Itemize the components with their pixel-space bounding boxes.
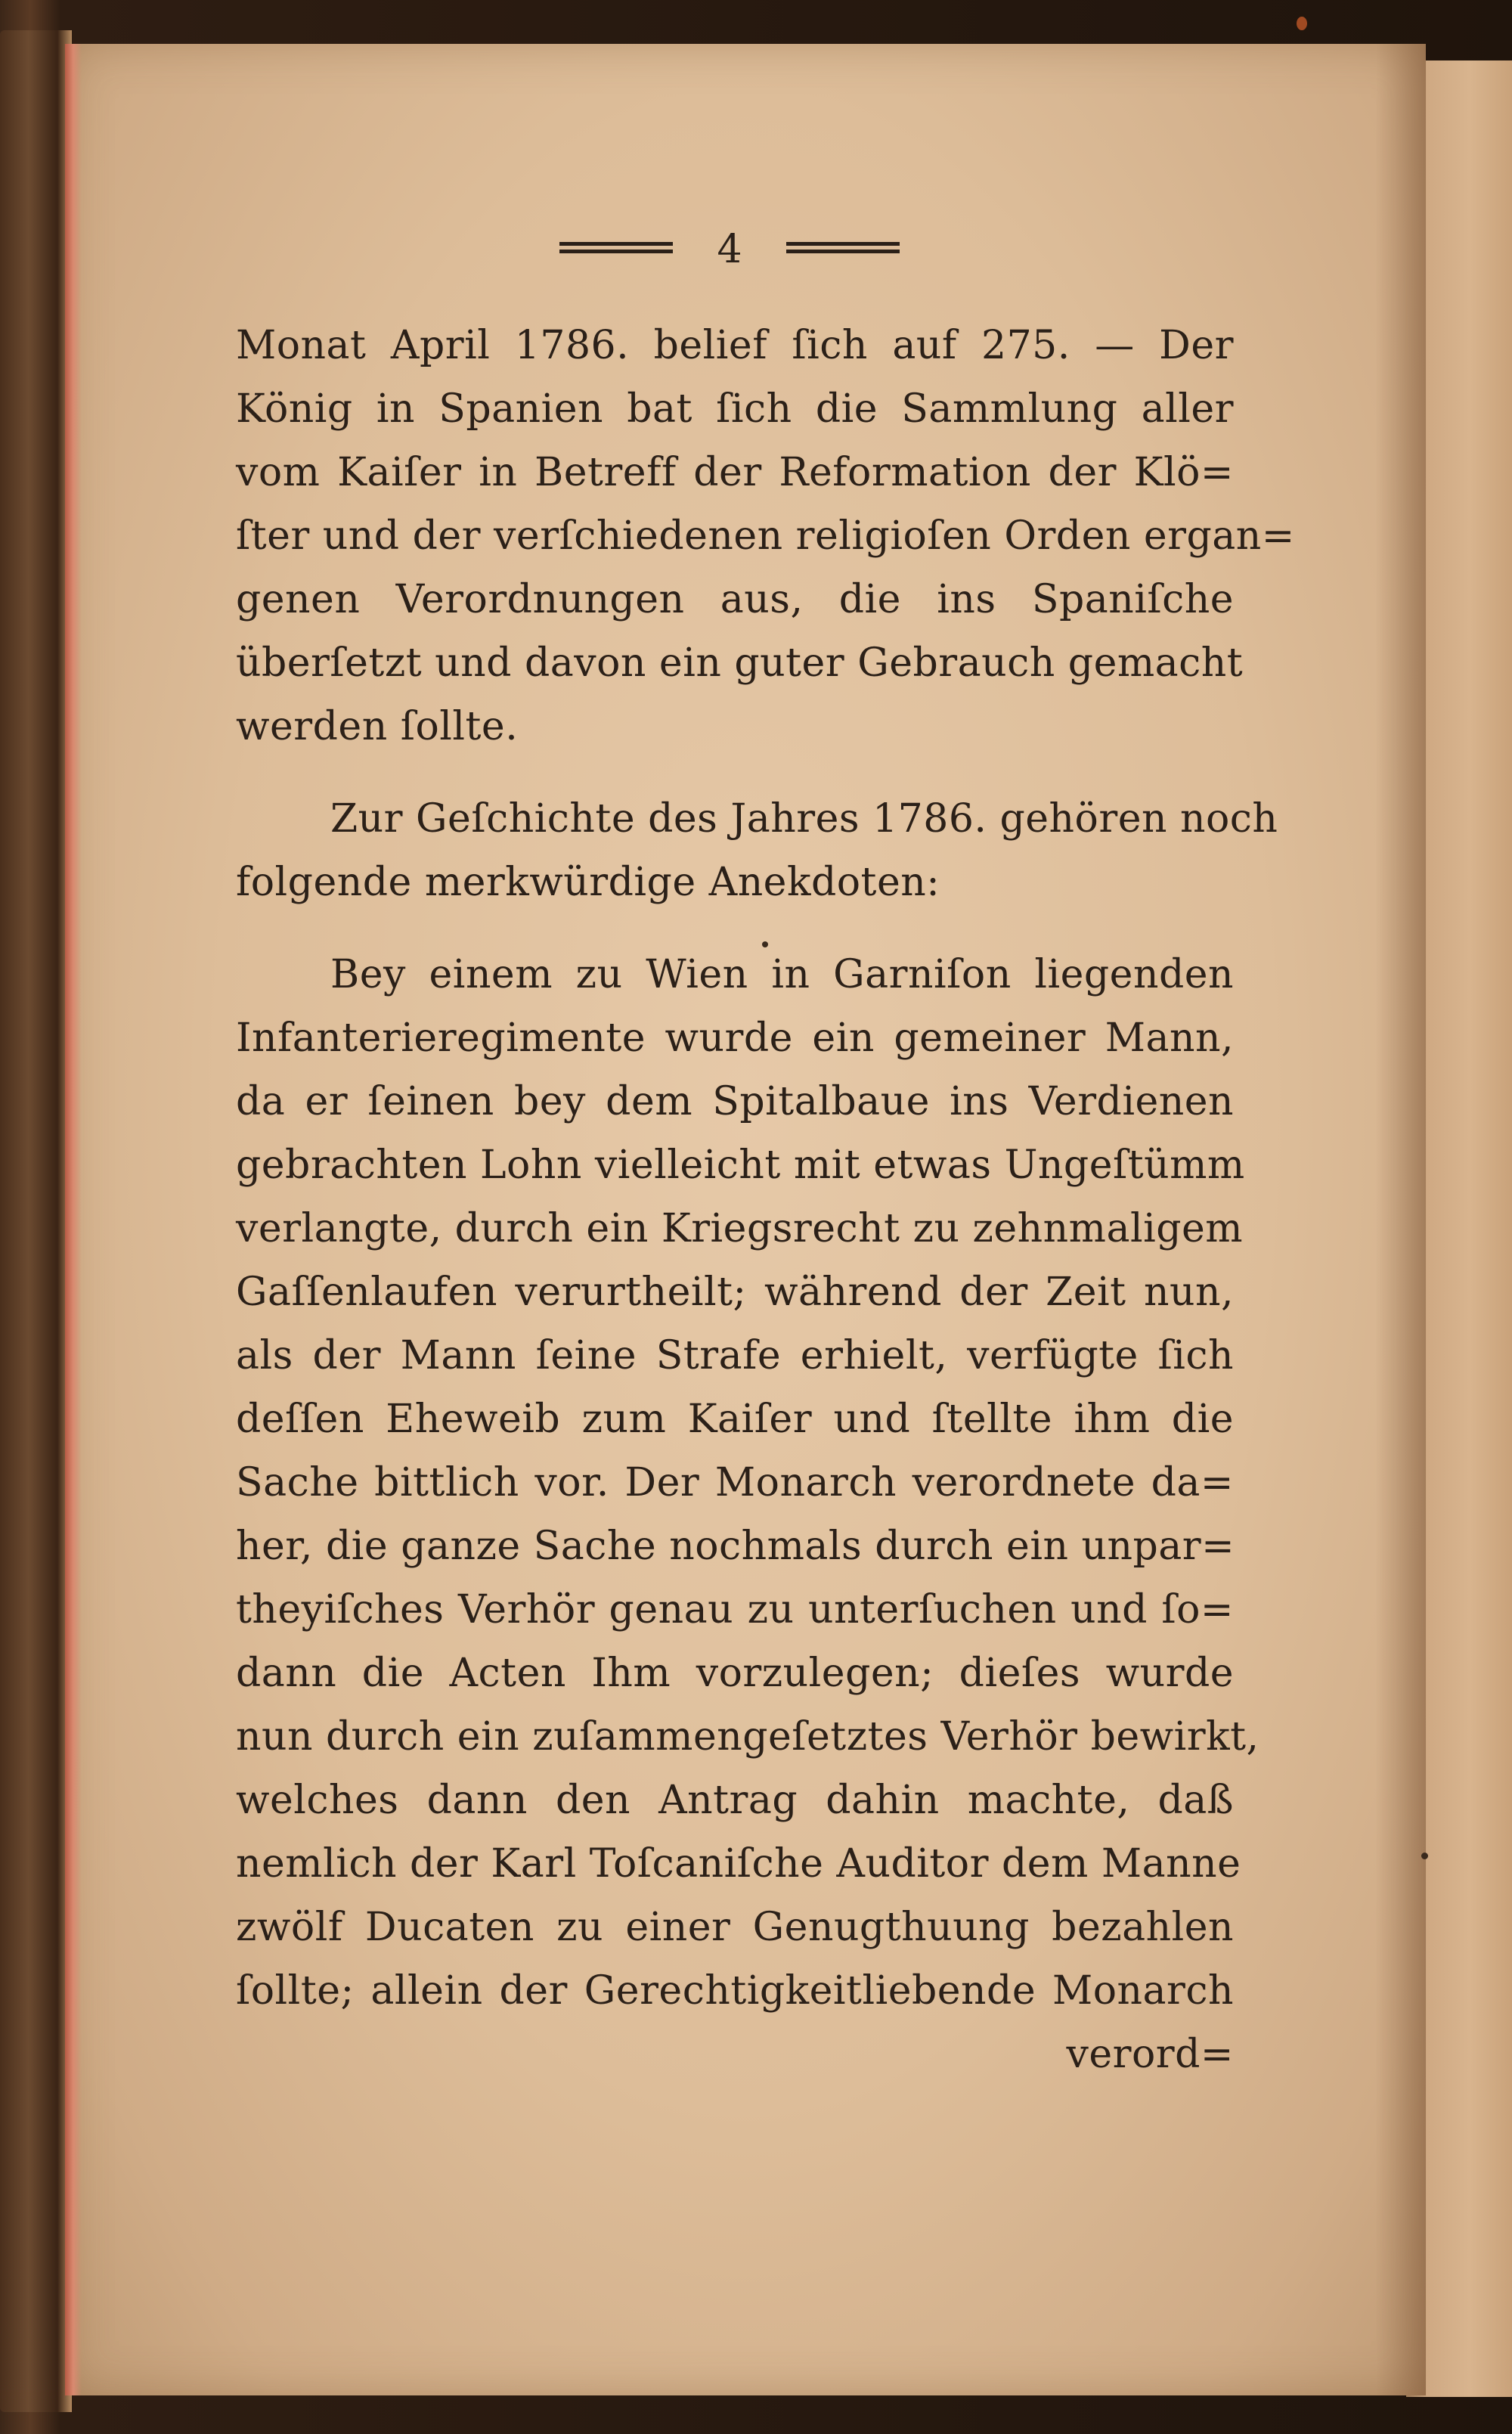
gutter-shadow (1376, 44, 1426, 2395)
text-line: nemlich der Karl Toſcaniſche Auditor dem Manne (236, 1841, 1241, 1887)
text-line: als der Mann ſeine Strafe erhielt, verfügte ſich (236, 1333, 1234, 1378)
paragraph-2 (236, 787, 1278, 914)
text-line: folgende merkwürdige Anekdoten: (236, 860, 940, 905)
text-line: genen Verordnungen aus, die ins Spaniſche (236, 577, 1234, 622)
text-line: Monat April 1786. belief ſich auf 275. — Der (236, 323, 1234, 368)
text-line: dann die Acten Ihm vorzulegen; dieſes wurde (236, 1651, 1234, 1696)
text-line: Infanterieregimente wurde ein gemeiner Mann, (236, 1015, 1234, 1061)
text-line: deſſen Eheweib zum Kaiſer und ſtellte ihm die (236, 1397, 1234, 1442)
text-line: überſetzt und davon ein guter Gebrauch gemacht (236, 640, 1244, 686)
text-line: gebrachten Lohn vielleicht mit etwas Ungeſtümm (236, 1143, 1245, 1188)
header-rule-right (786, 242, 900, 254)
text-line: welches dann den Antrag dahin machte, daß (236, 1778, 1234, 1823)
paper-speck (762, 941, 768, 947)
text-line: ſollte; allein der Gerechtigkeitliebende Monarch (236, 1968, 1234, 2014)
text-line: werden ſollte. (236, 704, 519, 749)
text-line: ſter und der verſchiedenen religioſen Orden ergan= (236, 513, 1295, 559)
text-line: Sache bittlich vor. Der Monarch verordnete da= (236, 1460, 1234, 1505)
header-rule-left (559, 242, 673, 254)
book-cover-edge (0, 30, 72, 2412)
text-line: da er ſeinen bey dem Spitalbaue ins Verdienen (236, 1079, 1234, 1124)
paragraph-1 (236, 314, 1295, 758)
red-page-edge (65, 44, 82, 2395)
text-line: her, die ganze Sache nochmals durch ein unpar= (236, 1524, 1235, 1569)
text-line: Bey einem zu Wien in Garniſon liegenden (330, 952, 1234, 997)
text-line: verlangte, durch ein Kriegsrecht zu zehnmaligem (236, 1206, 1244, 1251)
text-line: König in Spanien bat ſich die Sammlung aller (236, 386, 1234, 432)
text-line: nun durch ein zuſammengeſetztes Verhör bewirkt, (236, 1714, 1259, 1760)
catchword: verord= (1066, 2032, 1234, 2077)
body-text (236, 314, 1295, 2086)
text-line: theyiſches Verhör genau zu unterſuchen und ſo= (236, 1587, 1234, 1632)
text-line: Zur Geſchichte des Jahres 1786. gehören noch (330, 796, 1278, 842)
text-line: Gaſſenlaufen verurtheilt; während der Zeit nun, (236, 1270, 1234, 1315)
text-line: vom Kaiſer in Betreff der Reformation der Klö= (236, 450, 1234, 495)
paragraph-gap (236, 914, 1234, 943)
page-number: 4 (717, 227, 742, 272)
text-line: zwölf Ducaten zu einer Genugthuung bezahlen (236, 1905, 1234, 1950)
paper-speck (1297, 17, 1307, 30)
page-header (552, 227, 907, 272)
paper-speck (1421, 1853, 1428, 1859)
paragraph-gap (236, 758, 1234, 787)
paragraph-3 (236, 943, 1259, 2023)
